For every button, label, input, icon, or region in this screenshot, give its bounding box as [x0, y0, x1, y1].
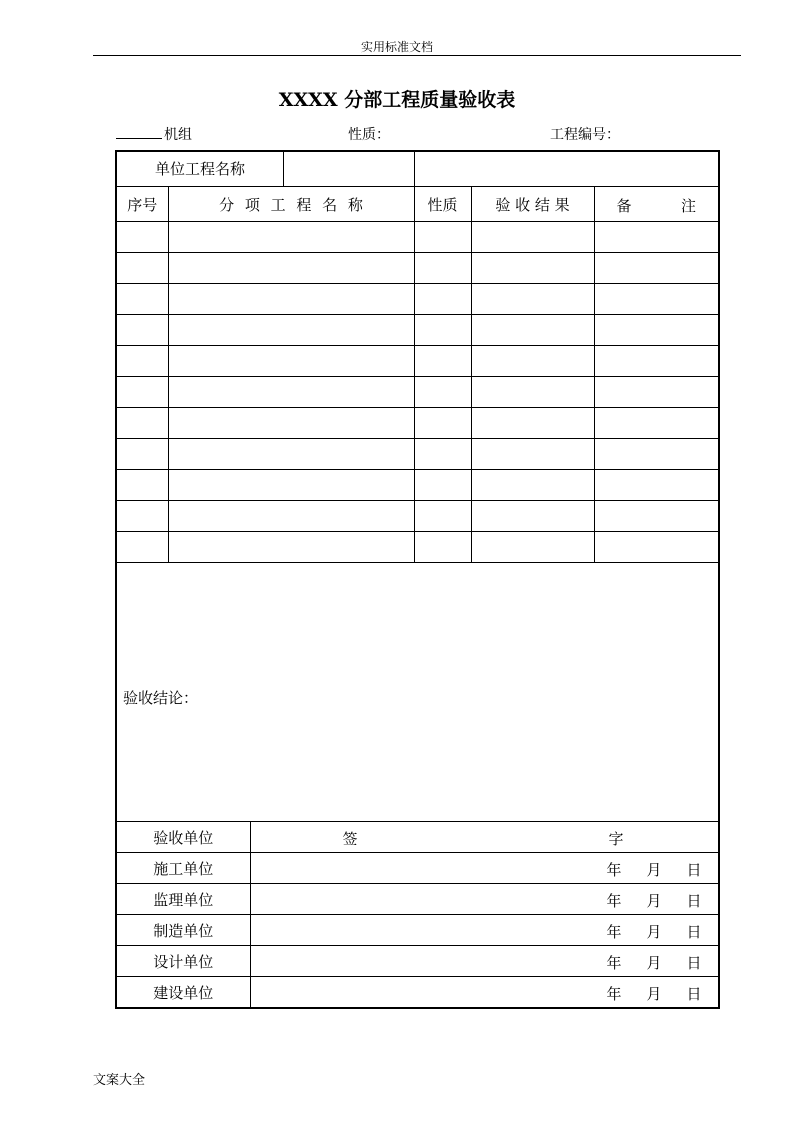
remark-cell[interactable] [594, 222, 719, 253]
table-row [116, 439, 719, 470]
signature-cell[interactable] [250, 946, 719, 977]
col-header-nature: 性质 [414, 187, 471, 222]
unit-name-value-cell[interactable] [283, 152, 414, 186]
nature-cell[interactable] [414, 346, 471, 377]
nature-cell[interactable] [414, 408, 471, 439]
page-footer-text: 文案大全 [93, 1073, 146, 1088]
conclusion-label: 验收结论： [123, 688, 199, 707]
nature-cell[interactable] [414, 315, 471, 346]
signature-cell[interactable] [250, 884, 719, 915]
table-row [116, 346, 719, 377]
signature-cell[interactable] [250, 915, 719, 946]
result-cell[interactable] [471, 253, 594, 284]
seq-cell[interactable] [116, 532, 168, 563]
remark-cell[interactable] [594, 532, 719, 563]
remark-cell[interactable] [594, 346, 719, 377]
date-month-label: 月 [646, 861, 662, 879]
remark-cell[interactable] [594, 501, 719, 532]
unit-name-label-cell [116, 151, 414, 187]
item-name-cell[interactable] [168, 532, 414, 563]
conclusion-cell[interactable] [116, 563, 719, 822]
table-row [116, 470, 719, 501]
date-month-label: 月 [646, 985, 662, 1003]
unit-field[interactable] [116, 124, 192, 144]
nature-cell[interactable] [414, 377, 471, 408]
unit-name-label: 单位工程名称 [154, 160, 245, 178]
item-name-cell[interactable] [168, 377, 414, 408]
date-year-label: 年 [606, 923, 622, 941]
sign-header-cell [250, 822, 719, 853]
form-title: XXXX 分部工程质量验收表 [278, 89, 516, 111]
sign-char-2: 字 [608, 830, 624, 848]
item-name-cell[interactable] [168, 222, 414, 253]
table-row [116, 408, 719, 439]
remark-cell[interactable] [594, 408, 719, 439]
form-info-line [116, 124, 716, 144]
item-name-cell[interactable] [168, 470, 414, 501]
seq-cell[interactable] [116, 501, 168, 532]
unit-suffix-label: 机组 [164, 127, 192, 143]
sign-unit-label: 监理单位 [116, 884, 250, 915]
header-divider [93, 55, 741, 56]
date-month-label: 月 [646, 954, 662, 972]
col-header-seq: 序号 [116, 187, 168, 222]
date-year-label: 年 [606, 892, 622, 910]
nature-cell[interactable] [414, 532, 471, 563]
item-name-cell[interactable] [168, 408, 414, 439]
column-header-row [116, 187, 719, 222]
result-cell[interactable] [471, 439, 594, 470]
remark-char-2: 注 [681, 197, 697, 215]
sign-header-row [116, 822, 719, 853]
table-row [116, 501, 719, 532]
sign-header-unit: 验收单位 [116, 822, 250, 853]
remark-char-1: 备 [616, 197, 632, 215]
date-day-label: 日 [686, 923, 702, 941]
table-row [116, 253, 719, 284]
item-name-cell[interactable] [168, 501, 414, 532]
sign-unit-label: 建设单位 [116, 977, 250, 1009]
result-cell[interactable] [471, 470, 594, 501]
remark-cell[interactable] [594, 253, 719, 284]
nature-cell[interactable] [414, 284, 471, 315]
result-cell[interactable] [471, 346, 594, 377]
date-day-label: 日 [686, 954, 702, 972]
signature-cell[interactable] [250, 853, 719, 884]
signature-cell[interactable] [250, 977, 719, 1009]
sign-row [116, 853, 719, 884]
date-day-label: 日 [686, 985, 702, 1003]
seq-cell[interactable] [116, 284, 168, 315]
seq-cell[interactable] [116, 253, 168, 284]
seq-cell[interactable] [116, 377, 168, 408]
seq-cell[interactable] [116, 439, 168, 470]
table-row [116, 284, 719, 315]
nature-cell[interactable] [414, 253, 471, 284]
result-cell[interactable] [471, 377, 594, 408]
nature-label: 性质： [348, 127, 390, 143]
date-day-label: 日 [686, 861, 702, 879]
col-header-result: 验 收 结 果 [471, 187, 594, 222]
col-header-remark [594, 187, 719, 222]
sign-row [116, 884, 719, 915]
seq-cell[interactable] [116, 346, 168, 377]
sign-unit-label: 施工单位 [116, 853, 250, 884]
col-header-item-name: 分 项 工 程 名 称 [168, 187, 414, 222]
item-name-cell[interactable] [168, 253, 414, 284]
remark-cell[interactable] [594, 439, 719, 470]
date-year-label: 年 [606, 985, 622, 1003]
nature-cell[interactable] [414, 222, 471, 253]
item-name-cell[interactable] [168, 315, 414, 346]
result-cell[interactable] [471, 532, 594, 563]
sign-row [116, 946, 719, 977]
unit-name-value-ext[interactable] [414, 151, 719, 187]
project-code-label: 工程编号： [550, 127, 620, 143]
remark-cell[interactable] [594, 377, 719, 408]
table-row [116, 532, 719, 563]
nature-cell[interactable] [414, 501, 471, 532]
date-year-label: 年 [606, 954, 622, 972]
sign-unit-label: 设计单位 [116, 946, 250, 977]
remark-cell[interactable] [594, 284, 719, 315]
seq-cell[interactable] [116, 470, 168, 501]
conclusion-row [116, 563, 719, 822]
result-cell[interactable] [471, 284, 594, 315]
table-row [116, 315, 719, 346]
table-row [116, 377, 719, 408]
unit-blank[interactable] [116, 125, 162, 139]
date-day-label: 日 [686, 892, 702, 910]
nature-cell[interactable] [414, 470, 471, 501]
item-name-cell[interactable] [168, 346, 414, 377]
sign-row [116, 977, 719, 1009]
result-cell[interactable] [471, 408, 594, 439]
nature-cell[interactable] [414, 439, 471, 470]
remark-cell[interactable] [594, 315, 719, 346]
result-cell[interactable] [471, 315, 594, 346]
date-year-label: 年 [606, 861, 622, 879]
sign-unit-label: 制造单位 [116, 915, 250, 946]
sign-char-1: 签 [342, 830, 358, 848]
item-name-cell[interactable] [168, 284, 414, 315]
seq-cell[interactable] [116, 408, 168, 439]
date-month-label: 月 [646, 892, 662, 910]
seq-cell[interactable] [116, 315, 168, 346]
acceptance-table [115, 150, 720, 1009]
date-month-label: 月 [646, 923, 662, 941]
result-cell[interactable] [471, 222, 594, 253]
seq-cell[interactable] [116, 222, 168, 253]
table-row [116, 222, 719, 253]
sign-row [116, 915, 719, 946]
item-name-cell[interactable] [168, 439, 414, 470]
remark-cell[interactable] [594, 470, 719, 501]
result-cell[interactable] [471, 501, 594, 532]
unit-name-row [116, 151, 719, 187]
page-header-text: 实用标准文档 [360, 40, 433, 54]
